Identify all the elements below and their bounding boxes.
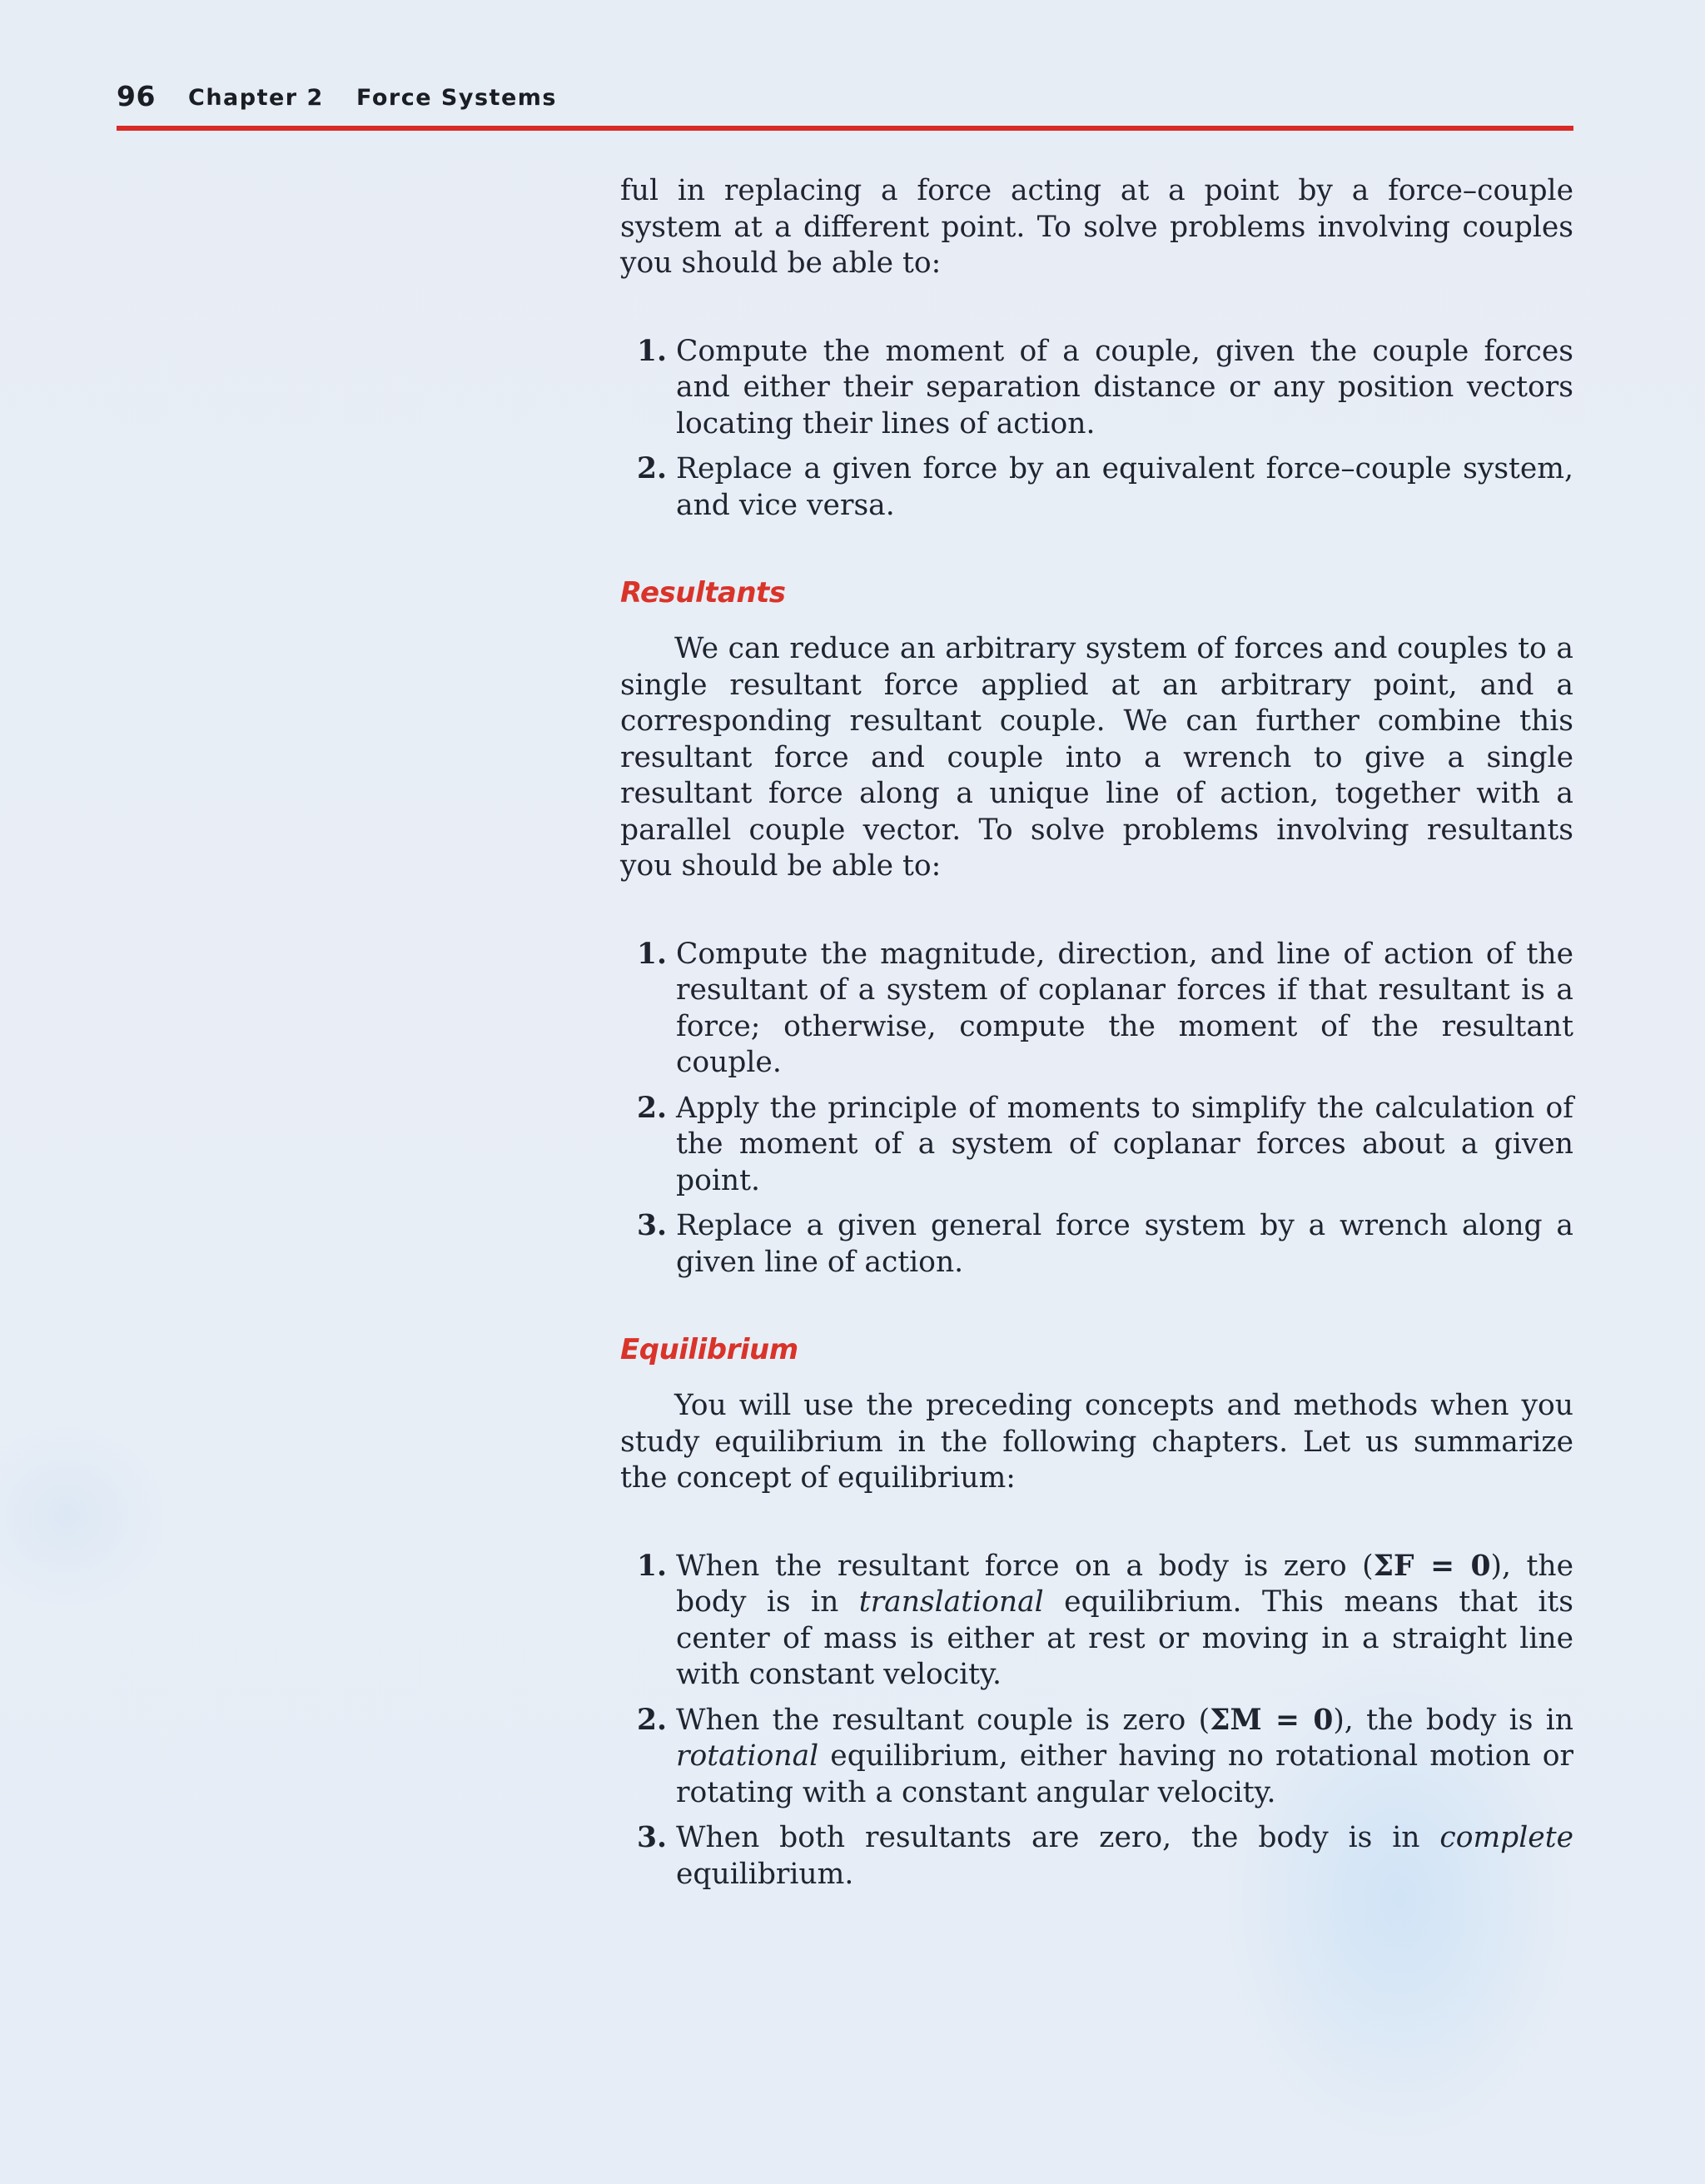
section-heading-resultants: Resultants bbox=[620, 576, 786, 609]
list-item-text-mid: ), the body is in bbox=[1333, 1703, 1573, 1737]
intro-paragraph: ful in replacing a force acting at a point by a force–couple system at a different point. To solve problems involving couples you should be able to: bbox=[620, 174, 1573, 280]
list-number: 2. bbox=[637, 452, 668, 485]
intro-list bbox=[620, 334, 1573, 525]
list-item-text-post: equilibrium. This means that its center of mass is either at rest or moving in a straight line with constant velocity. bbox=[676, 1585, 1573, 1691]
list-number: 1. bbox=[637, 1549, 668, 1583]
list-item bbox=[620, 1820, 1573, 1893]
running-header bbox=[117, 80, 1573, 130]
resultants-list bbox=[620, 937, 1573, 1281]
resultants-paragraph: We can reduce an arbitrary system of forces and couples to a single resultant force applied at an arbitrary point, and a corresponding resultant couple. We can further combine this resultant force and couple into a wrench to give a single resultant force along a unique line of action, together with a parallel couple vector. To solve problems involving resultants you should be able to: bbox=[620, 632, 1573, 883]
list-number: 3. bbox=[637, 1821, 668, 1854]
list-item bbox=[620, 1091, 1573, 1200]
list-number: 1. bbox=[637, 334, 668, 368]
list-item-text-post: equilibrium, either having no rotational motion or rotating with a constant angular velocity. bbox=[676, 1739, 1573, 1809]
list-item bbox=[620, 1549, 1573, 1694]
text-column bbox=[620, 173, 1573, 1902]
list-item bbox=[620, 937, 1573, 1082]
page-number: 96 bbox=[117, 80, 156, 112]
list-item bbox=[620, 1703, 1573, 1812]
chapter-label: Chapter 2 bbox=[188, 85, 324, 111]
equilibrium-paragraph: You will use the preceding concepts and methods when you study equilibrium in the following chapters. Let us summarize the concept of equilibrium: bbox=[620, 1389, 1573, 1495]
list-number: 2. bbox=[637, 1703, 668, 1737]
equation-sum-force: ΣF = 0 bbox=[1373, 1549, 1491, 1583]
header-rule bbox=[117, 126, 1573, 131]
list-item-text: Apply the principle of moments to simplify the calculation of the moment of a system of coplanar forces about a given point. bbox=[676, 1091, 1573, 1197]
list-item-text: Compute the magnitude, direction, and line of action of the resultant of a system of coplanar forces if that resultant is a force; otherwise, compute the moment of the resultant couple. bbox=[676, 937, 1573, 1079]
list-item-text-pre: When both resultants are zero, the body is in bbox=[676, 1821, 1440, 1854]
emphasis-translational: translational bbox=[858, 1585, 1044, 1619]
list-item-text-mid: ), the body is in bbox=[676, 1549, 1573, 1619]
chapter-title: Force Systems bbox=[356, 85, 557, 111]
equilibrium-list bbox=[620, 1549, 1573, 1893]
list-item bbox=[620, 334, 1573, 443]
emphasis-rotational: rotational bbox=[676, 1739, 819, 1773]
list-number: 2. bbox=[637, 1091, 668, 1125]
list-item-text: Replace a given general force system by a wrench along a given line of action. bbox=[676, 1209, 1573, 1279]
list-number: 1. bbox=[637, 937, 668, 971]
list-item bbox=[620, 451, 1573, 524]
equation-sum-moment: ΣM = 0 bbox=[1210, 1703, 1334, 1737]
list-item-text-pre: When the resultant couple is zero ( bbox=[676, 1703, 1210, 1737]
list-number: 3. bbox=[637, 1209, 668, 1242]
list-item-text-post: equilibrium. bbox=[676, 1857, 854, 1891]
list-item-text: Compute the moment of a couple, given the couple forces and either their separation distance or any position vectors locating their lines of action. bbox=[676, 334, 1573, 440]
list-item-text: Replace a given force by an equivalent force–couple system, and vice versa. bbox=[676, 452, 1573, 522]
list-item-text-pre: When the resultant force on a body is zero ( bbox=[676, 1549, 1374, 1583]
section-heading-equilibrium: Equilibrium bbox=[620, 1333, 798, 1366]
emphasis-complete: complete bbox=[1439, 1821, 1573, 1854]
list-item bbox=[620, 1208, 1573, 1281]
